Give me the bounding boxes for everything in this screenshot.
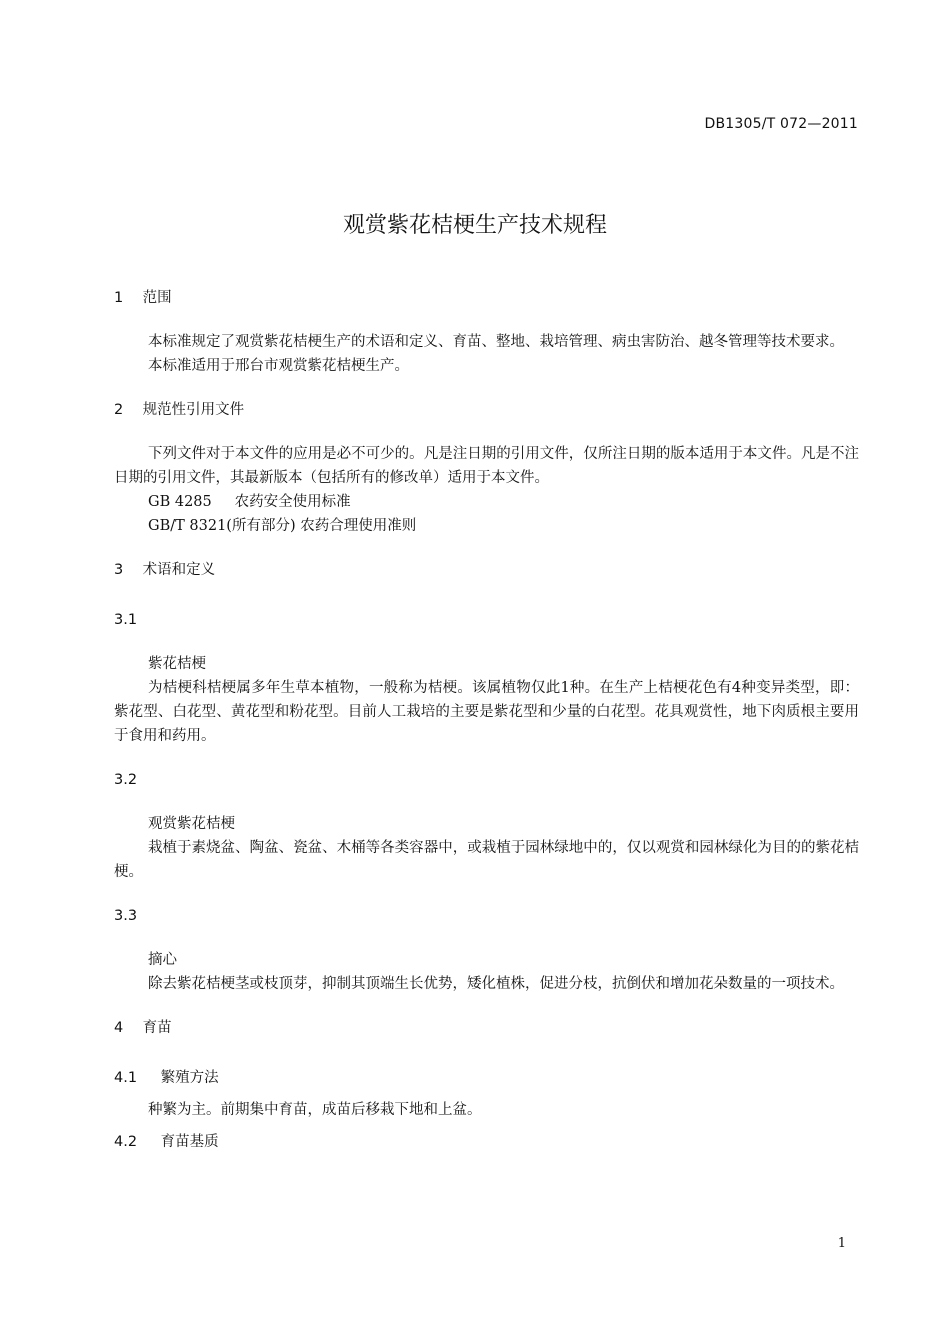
section-2-paragraph: 下列文件对于本文件的应用是必不可少的。凡是注日期的引用文件，仅所注日期的版本适用于本文件。凡是不注日期的引用文件，其最新版本（包括所有的修改单）适用于本文件。 xyxy=(114,446,859,486)
page-number: 1 xyxy=(837,1236,846,1251)
subsection-4-1-paragraph: 种繁为主。前期集中育苗，成苗后移栽下地和上盆。 xyxy=(148,1102,482,1118)
subsection-4-2-number: 4.2 xyxy=(114,1134,138,1150)
term-3-3-definition: 除去紫花桔梗茎或枝顶芽，抑制其顶端生长优势，矮化植株，促进分枝，抗倒伏和增加花朵数量的一项技术。 xyxy=(148,976,844,992)
term-3-3-number: 3.3 xyxy=(114,908,138,924)
section-4-number: 4 xyxy=(114,1020,124,1036)
term-3-1-definition: 为桔梗科桔梗属多年生草本植物，一般称为桔梗。该属植物仅此1种。在生产上桔梗花色有4种变异类型，即：紫花型、白花型、黄花型和粉花型。目前人工栽培的主要是紫花型和少量的白花型。花具观赏性，地下肉质根主要用于食用和药用。 xyxy=(114,680,859,744)
reference-title: 农药合理使用准则 xyxy=(300,518,417,534)
reference-title: 农药安全使用标准 xyxy=(234,494,351,510)
section-1-title: 范围 xyxy=(142,290,172,306)
reference-code: GB/T 8321(所有部分) xyxy=(148,518,296,534)
subsection-4-1-heading xyxy=(114,1068,859,1088)
term-3-2-name: 观赏紫花桔梗 xyxy=(148,816,235,832)
term-3-1-number: 3.1 xyxy=(114,612,138,628)
subsection-4-2-title: 育苗基质 xyxy=(160,1134,219,1150)
section-3-number: 3 xyxy=(114,562,124,578)
document-code: DB1305/T 072—2011 xyxy=(704,116,858,132)
reference-item xyxy=(114,490,859,514)
section-3-title: 术语和定义 xyxy=(142,562,216,578)
term-3-2-definition: 栽植于素烧盆、陶盆、瓷盆、木桶等各类容器中，或栽植于园林绿地中的，仅以观赏和园林绿化为目的的紫花桔梗。 xyxy=(114,840,859,880)
term-3-3-name: 摘心 xyxy=(148,952,177,968)
section-1-paragraph-2: 本标准适用于邢台市观赏紫花桔梗生产。 xyxy=(148,358,409,374)
subsection-4-1-number: 4.1 xyxy=(114,1070,138,1086)
term-3-1-name: 紫花桔梗 xyxy=(148,656,206,672)
subsection-4-2-heading xyxy=(114,1132,859,1152)
section-1-number: 1 xyxy=(114,290,124,306)
reference-code: GB 4285 xyxy=(148,494,212,510)
section-1-heading xyxy=(114,288,859,308)
subsection-4-1-title: 繁殖方法 xyxy=(160,1070,219,1086)
document-body xyxy=(114,288,859,1152)
reference-item xyxy=(114,514,859,538)
section-2-title: 规范性引用文件 xyxy=(142,402,245,418)
section-2-heading xyxy=(114,400,859,420)
term-3-2-number: 3.2 xyxy=(114,772,138,788)
section-4-title: 育苗 xyxy=(142,1020,172,1036)
section-4-heading xyxy=(114,1018,859,1038)
section-1-paragraph-1: 本标准规定了观赏紫花桔梗生产的术语和定义、育苗、整地、栽培管理、病虫害防治、越冬管理等技术要求。 xyxy=(148,334,844,350)
document-title: 观赏紫花桔梗生产技术规程 xyxy=(342,213,607,238)
section-3-heading xyxy=(114,560,859,580)
section-2-number: 2 xyxy=(114,402,124,418)
